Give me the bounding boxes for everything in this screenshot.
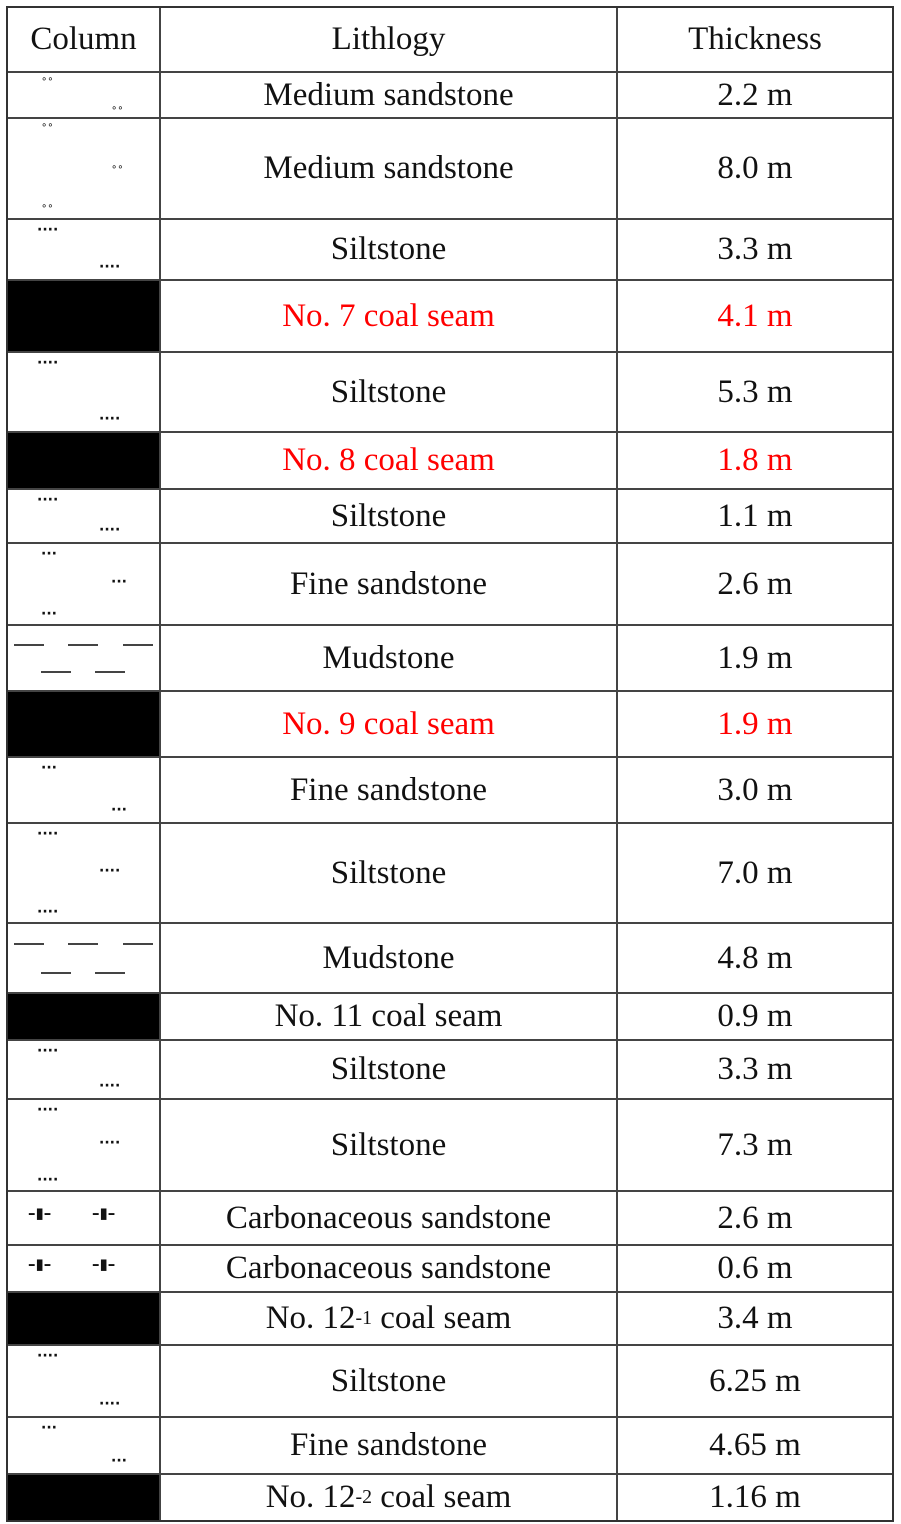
fine-dots-icon: ··· xyxy=(111,1453,127,1469)
silt-dots-icon: ···· xyxy=(99,1396,121,1412)
thickness-cell: 5.3 m xyxy=(717,373,793,410)
thickness-cell: 2.2 m xyxy=(717,76,793,113)
lithology-cell: Fine sandstone xyxy=(161,1418,618,1473)
lithology-cell: No. 11 coal seam xyxy=(161,994,618,1039)
carbonaceous-symbol-icon: –▮– xyxy=(92,1204,116,1222)
coal-fill-icon xyxy=(8,433,161,488)
lithology-cell: Mudstone xyxy=(161,924,618,992)
carbonaceous-pattern-icon xyxy=(8,1192,161,1244)
table-row xyxy=(8,1291,892,1344)
silt-dots-icon: ···· xyxy=(37,1102,59,1118)
coal-fill-icon xyxy=(8,994,161,1039)
table-row xyxy=(8,279,892,351)
thickness-cell: 3.3 m xyxy=(717,231,793,267)
silt-dots-icon: ···· xyxy=(37,1172,59,1188)
mud-dash-icon xyxy=(14,644,44,646)
thickness-cell: 4.8 m xyxy=(717,939,793,976)
thickness-cell: 1.9 m xyxy=(717,705,793,742)
lithology-cell: Siltstone xyxy=(161,1346,618,1416)
table-row xyxy=(8,756,892,822)
stratigraphic-column-table xyxy=(6,6,894,1522)
carbonaceous-symbol-icon: –▮– xyxy=(28,1204,52,1222)
siltstone-pattern-icon xyxy=(8,1041,161,1098)
siltstone-pattern-icon xyxy=(8,1346,161,1416)
silt-dots-icon: ···· xyxy=(99,522,121,538)
lithology-cell: Carbonaceous sandstone xyxy=(161,1246,618,1291)
fine-dots-icon: ··· xyxy=(41,606,57,622)
thickness-cell: 1.9 m xyxy=(717,639,793,676)
table-row xyxy=(8,922,892,992)
silt-dots-icon: ···· xyxy=(37,492,59,508)
fine-sandstone-pattern-icon xyxy=(8,1418,161,1473)
table-row xyxy=(8,690,892,756)
fine-sandstone-pattern-icon xyxy=(8,758,161,822)
coal-fill-icon xyxy=(8,281,161,351)
silt-dots-icon: ···· xyxy=(99,411,121,427)
table-row xyxy=(8,1344,892,1416)
fine-dots-icon: ··· xyxy=(111,574,127,590)
lithology-suffix: coal seam xyxy=(372,1300,512,1336)
header-thickness: Thickness xyxy=(688,21,822,57)
silt-dots-icon: ···· xyxy=(37,222,59,238)
table-row xyxy=(8,542,892,624)
thickness-cell: 4.1 m xyxy=(717,297,793,334)
lithology-prefix: No. 12 xyxy=(265,1300,356,1336)
thickness-cell: 0.9 m xyxy=(717,998,793,1034)
table-row xyxy=(8,1190,892,1244)
mud-dash-icon xyxy=(68,943,98,945)
lithology-cell: Fine sandstone xyxy=(161,544,618,624)
silt-dots-icon: ···· xyxy=(37,1348,59,1364)
mud-dash-icon xyxy=(123,644,153,646)
thickness-cell: 3.0 m xyxy=(717,771,793,808)
fine-dots-icon: ··· xyxy=(41,760,57,776)
thickness-cell: 1.8 m xyxy=(717,442,793,478)
coal-fill-icon xyxy=(8,692,161,756)
table-row xyxy=(8,71,892,117)
mud-dash-icon xyxy=(68,644,98,646)
lithology-cell: Medium sandstone xyxy=(161,119,618,218)
table-row xyxy=(8,992,892,1039)
table-body xyxy=(8,71,892,1520)
coal-fill-icon xyxy=(8,1293,161,1344)
lithology-cell: Medium sandstone xyxy=(161,73,618,117)
siltstone-pattern-icon xyxy=(8,490,161,542)
mud-dash-icon xyxy=(95,972,125,974)
table-row xyxy=(8,117,892,218)
table-row xyxy=(8,1039,892,1098)
circle-grain-icon: ∘∘ xyxy=(111,161,124,173)
header-lithology: Lithlogy xyxy=(161,8,618,71)
circle-grain-icon: ∘∘ xyxy=(41,120,54,131)
lithology-suffix: coal seam xyxy=(372,1479,512,1515)
mudstone-pattern-icon xyxy=(8,626,161,690)
table-row xyxy=(8,1416,892,1473)
table-row xyxy=(8,431,892,488)
table-row xyxy=(8,1244,892,1291)
medium-sandstone-pattern-icon xyxy=(8,73,161,117)
lithology-cell: No. 9 coal seam xyxy=(161,692,618,756)
thickness-cell: 7.3 m xyxy=(717,1126,793,1163)
carbonaceous-symbol-icon: –▮– xyxy=(28,1254,52,1273)
thickness-cell: 3.3 m xyxy=(717,1051,793,1087)
header-column: Column xyxy=(8,8,161,71)
fine-sandstone-pattern-icon xyxy=(8,544,161,624)
thickness-cell: 2.6 m xyxy=(717,565,793,602)
table-header xyxy=(8,8,892,71)
silt-dots-icon: ···· xyxy=(37,904,59,920)
fine-dots-icon: ··· xyxy=(41,1420,57,1436)
thickness-cell: 4.65 m xyxy=(709,1427,801,1463)
thickness-cell: 2.6 m xyxy=(717,1199,793,1236)
coal-fill-icon xyxy=(8,1475,161,1520)
lithology-cell: Siltstone xyxy=(161,1041,618,1098)
siltstone-pattern-icon xyxy=(8,824,161,922)
lithology-cell: Fine sandstone xyxy=(161,758,618,822)
thickness-cell: 0.6 m xyxy=(717,1250,793,1286)
silt-dots-icon: ···· xyxy=(37,1043,59,1059)
mudstone-pattern-icon xyxy=(8,924,161,992)
silt-dots-icon: ···· xyxy=(37,355,59,371)
silt-dots-icon: ···· xyxy=(99,1078,121,1094)
table-row xyxy=(8,218,892,279)
lithology-cell: Siltstone xyxy=(161,490,618,542)
fine-dots-icon: ··· xyxy=(41,546,57,562)
lithology-prefix: No. 12 xyxy=(265,1479,356,1515)
lithology-cell xyxy=(161,1475,618,1520)
table-row xyxy=(8,1473,892,1520)
table-row xyxy=(8,1098,892,1190)
silt-dots-icon: ···· xyxy=(99,1135,121,1151)
lithology-cell: No. 7 coal seam xyxy=(161,281,618,351)
mud-dash-icon xyxy=(95,671,125,673)
thickness-cell: 7.0 m xyxy=(717,854,793,891)
mud-dash-icon xyxy=(123,943,153,945)
circle-grain-icon: ∘∘ xyxy=(41,201,54,212)
lithology-subscript: -2 xyxy=(355,1485,373,1508)
thickness-cell: 3.4 m xyxy=(717,1300,793,1336)
medium-sandstone-pattern-icon xyxy=(8,119,161,218)
lithology-cell xyxy=(161,1293,618,1344)
fine-dots-icon: ··· xyxy=(111,802,127,818)
lithology-cell: Carbonaceous sandstone xyxy=(161,1192,618,1244)
circle-grain-icon: ∘∘ xyxy=(111,103,124,114)
lithology-cell: Siltstone xyxy=(161,824,618,922)
silt-dots-icon: ···· xyxy=(99,259,121,275)
silt-dots-icon: ···· xyxy=(99,863,121,879)
carbonaceous-symbol-icon: –▮– xyxy=(92,1254,116,1273)
thickness-cell: 1.16 m xyxy=(709,1479,801,1515)
lithology-cell: No. 8 coal seam xyxy=(161,433,618,488)
lithology-cell: Mudstone xyxy=(161,626,618,690)
mud-dash-icon xyxy=(41,671,71,673)
thickness-cell: 6.25 m xyxy=(709,1362,801,1399)
lithology-subscript: -1 xyxy=(355,1306,373,1329)
siltstone-pattern-icon xyxy=(8,220,161,279)
lithology-cell: Siltstone xyxy=(161,353,618,431)
mud-dash-icon xyxy=(14,943,44,945)
table-row xyxy=(8,351,892,431)
carbonaceous-pattern-icon xyxy=(8,1246,161,1291)
lithology-cell: Siltstone xyxy=(161,220,618,279)
thickness-cell: 1.1 m xyxy=(717,497,793,534)
thickness-cell: 8.0 m xyxy=(717,150,793,186)
mud-dash-icon xyxy=(41,972,71,974)
table-row xyxy=(8,488,892,542)
siltstone-pattern-icon xyxy=(8,353,161,431)
circle-grain-icon: ∘∘ xyxy=(41,74,54,85)
silt-dots-icon: ···· xyxy=(37,826,59,842)
siltstone-pattern-icon xyxy=(8,1100,161,1190)
lithology-cell: Siltstone xyxy=(161,1100,618,1190)
table-row xyxy=(8,822,892,922)
table-row xyxy=(8,624,892,690)
